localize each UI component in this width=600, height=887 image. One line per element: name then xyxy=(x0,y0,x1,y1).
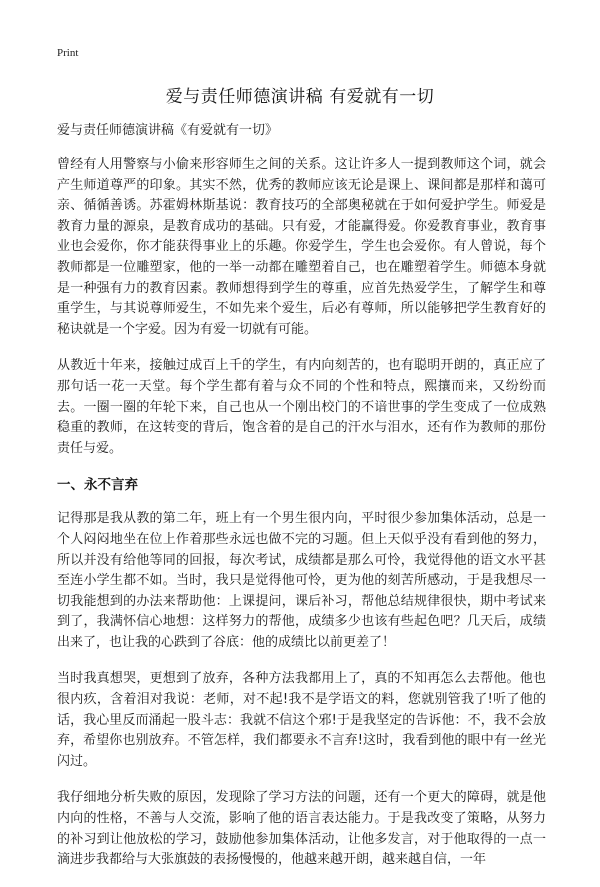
document-body xyxy=(57,121,546,887)
paragraph-section-1: 记得那是我从教的第二年，班上有一个男生很内向，平时很少参加集体活动，总是一个人闷闷地坐在位上作着那些永远也做不完的习题。但上天似乎没有看到他的努力，所以并没有给他等同的回报，每次考试，成绩都是那么可怜，我觉得他的语文水平甚至连小学生都不如。当时，我只是觉得他可怜，更为他的刻苦所感动，于是我想尽一切我能想到的办法来帮助他：上课提问，课后补习，帮他总结规律很快，期中考试来到了，我满怀信心地想：这样努力的帮他，成绩多少也该有些起色吧？几天后，成绩出来了，也让我的心跌到了谷底：他的成绩比以前更差了！ xyxy=(57,511,546,650)
paragraph-intro-2: 从教近十年来，接触过成百上千的学生，有内向刻苦的，也有聪明开朗的，真正应了那句话一花一天堂。每个学生都有着与众不同的个性和特点，熙攘而来，又纷纷而去。一圈一圈的年轮下来，自己也从一个刚出校门的不谙世事的学生变成了一位成熟稳重的教师，在这转变的背后，饱含着的是自己的汗水与泪水，还有作为教师的那份责任与爱。 xyxy=(57,358,546,456)
document-title: 爱与责任师德演讲稿 有爱就有一切 xyxy=(165,87,435,107)
paragraph-section-3: 我仔细地分析失败的原因，发现除了学习方法的问题，还有一个更大的障碍，就是他内向的性格，不善与人交流，影响了他的语言表达能力。于是我改变了策略，从努力的补习到让他放松的学习，鼓励他参加集体活动，让他多发言，对于他取得的一点一滴进步我都给与大张旗鼓的表扬慢慢的，他越来越开朗，越来越自信，一年 xyxy=(57,790,546,868)
section-heading: 一、永不言弃 xyxy=(57,477,138,494)
document-subtitle: 爱与责任师德演讲稿《有爱就有一切》 xyxy=(57,123,279,138)
paragraph-section-2: 当时我真想哭，更想到了放弃，各种方法我都用上了，真的不知再怎么去帮他。他也很内疚，含着泪对我说：老师，对不起!我不是学语文的料，您就别管我了!听了他的话，我心里反而涌起一股斗志：我就不信这个邪!于是我坚定的告诉他：不，我不会放弃，希望你也别放弃。不管怎样，我们都要永不言弃!这时，我看到他的眼中有一丝光闪过。 xyxy=(57,671,546,769)
paragraph-intro-1: 曾经有人用警察与小偷来形容师生之间的关系。这让许多人一提到教师这个词，就会产生师道尊严的印象。其实不然，优秀的教师应该无论是课上、课间都是那样和蔼可亲、循循善诱。苏霍姆林斯基说：教育技巧的全部奥秘就在于如何爱护学生。师爱是教育力量的源泉，是教育成功的基础。只有爱，才能赢得爱。你爱教育事业，教育事业也会爱你，你才能获得事业上的乐趣。你爱学生，学生也会爱你。有人曾说，每个教师都是一位雕塑家，他的一举一动都在雕塑着自己，也在雕塑着学生。师德本身就是一种强有力的教育因素。教师想得到学生的尊重，应首先热爱学生，了解学生和尊重学生，与其说尊师爱生，不如先来个爱生，后必有尊师，所以能够把学生教育好的秘诀就是一个字爱。因为有爱一切就有可能。 xyxy=(57,157,546,337)
print-link[interactable]: Print xyxy=(57,47,79,59)
